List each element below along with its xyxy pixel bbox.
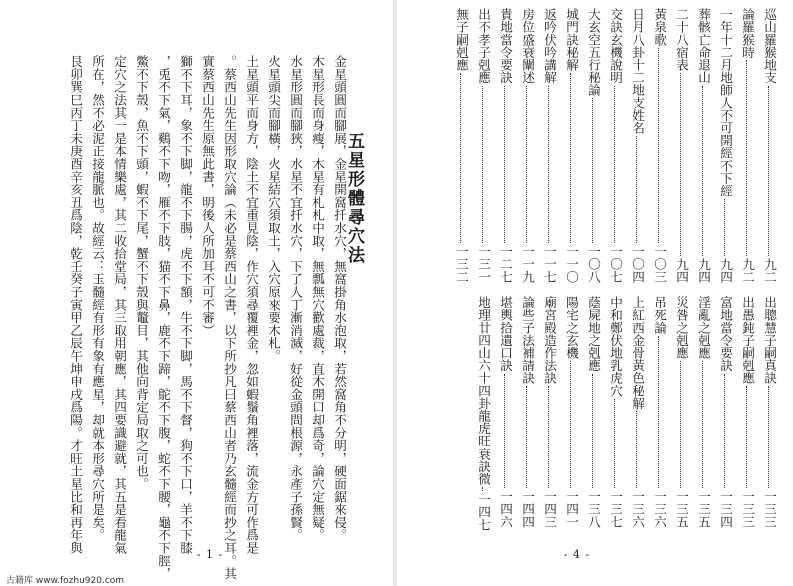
toc-page-number: 一三二 [454, 245, 469, 283]
toc-entry [718, 8, 731, 283]
toc-entry [454, 8, 467, 283]
toc-leader [614, 399, 615, 488]
toc-leader [724, 199, 725, 256]
toc-leader [680, 73, 681, 256]
toc-leader [570, 361, 571, 488]
toc-leader [636, 136, 637, 243]
toc-title: 中和鄭伏地乳虎穴 [608, 296, 623, 397]
toc-page-number: 一〇八 [586, 245, 601, 283]
toc-page-number: 一四六 [498, 490, 513, 528]
toc-title: 出不孝子剋應 [476, 8, 491, 84]
toc-entry [498, 296, 511, 528]
toc-page-number: 一一〇 [564, 245, 579, 283]
toc-leader [768, 86, 769, 256]
page-number: - 4 - [563, 548, 591, 561]
page-number: - 1 - [196, 548, 224, 561]
toc-title: 大玄空五行秘論 [586, 8, 601, 97]
toc-page-number: 一四三 [542, 490, 557, 528]
toc-entry [674, 8, 687, 283]
text-column: 土星頭平而身方，陰土不宜重見陰，作穴須尋覆裡金，忽如蝦鬚角裡落，流金方可作爲是 [244, 55, 259, 555]
toc-leader [482, 86, 483, 244]
toc-title: 返吟伏吟講解 [542, 8, 557, 84]
toc-entry [674, 296, 687, 528]
text-column: 金星頭圓而腳展，金星開窩扦水穴，無窩掛角水泡取，若然窩角不分明，硬面鋸來侵。 [332, 55, 347, 542]
text-column: 。蔡西山先生因形取穴論（未必是蔡西山之書，以下所抄凡曰蔡西山者乃玄髓經而抄之耳。其 [222, 55, 237, 580]
toc-page-number: 一三三 [740, 490, 755, 528]
toc-title: 淫亂之剋應 [696, 296, 711, 359]
toc-leader [702, 361, 703, 488]
toc-title: 黃泉歌 [652, 8, 667, 46]
toc-title: 陽宅之玄機 [564, 296, 579, 359]
text-column: 水星形圓而腳狹，水星不宜扦水穴，下了人丁漸消滅，好從金頭問根源，永產子孫賢。 [288, 55, 303, 542]
text-column: 火星頭尖而腳橫，火星結穴須取土，入穴原來要木札。 [266, 55, 281, 363]
toc-title: 房位盛衰闡述 [520, 8, 535, 84]
toc-page-number: 一〇七 [608, 245, 623, 283]
toc-title: 出聰慧子嗣真訣 [762, 296, 777, 385]
toc-leader [746, 60, 747, 255]
toc-leader [570, 73, 571, 243]
toc-page-number: 一三五 [674, 490, 689, 528]
footer-watermark: 古籍库 www.fozhu920.com [6, 576, 125, 586]
section-title: 五星形體尋穴法 [344, 132, 364, 265]
toc-title: 廟宮殿造作法訣 [542, 296, 557, 385]
toc-page-number: 一三六 [652, 490, 667, 528]
toc-leader [526, 86, 527, 244]
toc-entry [740, 8, 753, 283]
toc-page-number: 一二七 [498, 245, 513, 283]
toc-leader [504, 86, 505, 244]
left-page [0, 0, 396, 586]
toc-page-number: 一三五 [696, 490, 711, 528]
toc-page-number: 九四 [674, 257, 689, 283]
text-column: 所在，然不必泥正接龍脈也。故經云：玉髓經有形有象有應星，却就本形尋穴所是矣。 [90, 55, 105, 542]
toc-page-number: 一三六 [630, 490, 645, 528]
toc-page-number: 一三三 [762, 490, 777, 528]
toc-page-number: 一四四 [520, 490, 535, 528]
toc-leader [702, 86, 703, 256]
toc-title: 無子嗣剋應 [454, 8, 469, 71]
toc-entry [564, 8, 577, 283]
toc-entry [498, 8, 511, 283]
toc-entry [630, 296, 643, 528]
toc-page-number: 九四 [718, 257, 733, 283]
text-column: 艮卯巽巳丙丁未庚酉辛亥丑爲陰，乾壬癸子寅甲乙辰午坤申戌爲陽。才旺土星比和再年與 [68, 55, 83, 555]
toc-leader [482, 487, 483, 491]
toc-title: 蔭屍地之剋應 [586, 296, 601, 372]
toc-title: 地理廿四山六十四卦龍虎旺衰訣微 [476, 296, 491, 485]
toc-leader [746, 386, 747, 488]
toc-leader [548, 86, 549, 244]
toc-entry [762, 296, 775, 528]
toc-title: 堪輿拾遺口訣 [498, 296, 513, 372]
text-column: ，兎不下氣，鷄不下吻，雁不下肢，猫不下鼻，鹿不下蹄，鴕不下腹，蛇不下腰，龜不下脛， [156, 55, 171, 580]
toc-entry [476, 296, 491, 531]
toc-leader [614, 86, 615, 244]
toc-page-number: 一四一 [564, 490, 579, 528]
toc-title: 城門訣秘解 [564, 8, 579, 71]
toc-entry [564, 296, 577, 528]
toc-entry [542, 296, 555, 528]
toc-page-number: 九二 [762, 257, 777, 283]
toc-entry [520, 8, 533, 283]
toc-entry [652, 296, 665, 528]
toc-leader [658, 48, 659, 243]
toc-title: 貴地當令要訣 [498, 8, 513, 84]
toc-entry [630, 8, 643, 283]
toc-leader [658, 336, 659, 488]
text-column: 木星形長而身瘦，木星有札札中取，無瓢無穴歡處裁，直木開口却爲奇，論穴定無疑。 [310, 55, 325, 542]
toc-page-number: 一四七 [476, 493, 491, 531]
toc-leader [460, 73, 461, 243]
toc-entry [652, 8, 665, 283]
toc-leader [504, 374, 505, 489]
toc-page-number: 一三七 [608, 490, 623, 528]
toc-entry [586, 8, 599, 283]
toc-entry [586, 296, 599, 528]
toc-leader [636, 411, 637, 488]
toc-leader [592, 374, 593, 489]
text-column: 鱉不下殼，魚不下頭，蝦不下尾，蟹不下殼與鼇目，其他向背定局取之可也。 [134, 55, 149, 491]
toc-page-number: 一三四 [718, 490, 733, 528]
toc-title: 二十八宿表 [674, 8, 689, 71]
toc-entry [476, 8, 489, 283]
toc-leader [592, 98, 593, 243]
right-page [397, 0, 793, 586]
toc-entry [542, 8, 555, 283]
toc-page-number: 一三八 [586, 490, 601, 528]
toc-title: 出愚鈍子嗣剋應 [740, 296, 755, 385]
toc-entry [696, 296, 709, 528]
toc-title: 災咎之剋應 [674, 296, 689, 359]
toc-title: 論些子法補請訣 [520, 296, 535, 385]
text-column: 實蔡西山先生原無此書，明後人所加耳不可不審） [200, 55, 215, 337]
toc-leader [680, 361, 681, 488]
toc-page-number: 一〇四 [630, 245, 645, 283]
toc-page-number: 一一九 [520, 245, 535, 283]
toc-entry [696, 8, 709, 283]
toc-title: 吊死論 [652, 296, 667, 334]
toc-title: 巡山羅猴地支 [762, 8, 777, 84]
text-column: 定穴之法其一是本情樂處，其二收拾堂局，其三取用朝應，其四要識避就，其五是看龍氣 [112, 55, 127, 555]
toc-title: 日月八卦十二地支姓名 [630, 8, 645, 134]
toc-entry [608, 8, 621, 283]
toc-title: 論羅猴時 [740, 8, 755, 59]
toc-title: 一年十二月地師人不可開經不下經 [718, 8, 733, 197]
toc-entry [520, 296, 533, 528]
toc-title: 富地當令要訣 [718, 296, 733, 372]
text-column: 獅不下耳，象不下脚，龍不下腸，虎不下額，牛不下脚，馬不下督，狗不下口，羊不下膝 [178, 55, 193, 555]
toc-page-number: 一三一 [476, 245, 491, 283]
toc-entry [762, 8, 775, 283]
toc-leader [526, 386, 527, 488]
toc-leader [768, 386, 769, 488]
toc-page-number: 一一七 [542, 245, 557, 283]
toc-page-number: 一〇三 [652, 245, 667, 283]
toc-title: 交訣玄機說明 [608, 8, 623, 84]
toc-leader [724, 374, 725, 489]
toc-page-number: 九四 [696, 257, 711, 283]
toc-entry [608, 296, 621, 528]
toc-page-number: 九二 [740, 257, 755, 283]
toc-entry [740, 296, 753, 528]
toc-title: 上紅西金骨黃色秘解 [630, 296, 645, 410]
toc-title: 葬骸亡命退山 [696, 8, 711, 84]
toc-entry [718, 296, 731, 528]
toc-leader [548, 386, 549, 488]
